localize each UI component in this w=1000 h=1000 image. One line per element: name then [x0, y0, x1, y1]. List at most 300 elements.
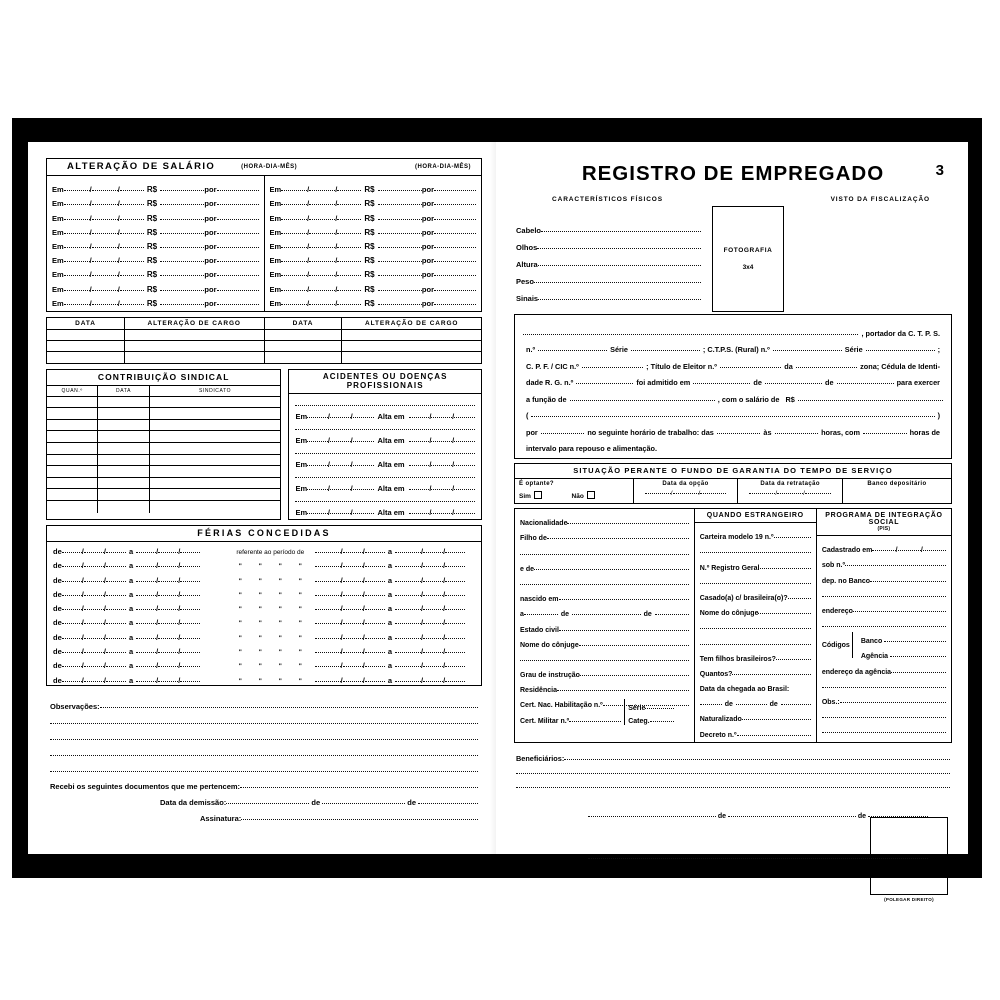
physical-trait-input-4[interactable]: [538, 299, 701, 300]
pis-obs-input[interactable]: [840, 702, 946, 703]
cell-sindicato[interactable]: [150, 420, 281, 431]
salary-month-input[interactable]: [92, 204, 118, 205]
cell-quantidade[interactable]: [47, 443, 98, 454]
salary-value-input[interactable]: [378, 190, 422, 191]
cell-quantidade[interactable]: [47, 420, 98, 431]
salary-reason-input[interactable]: [217, 233, 259, 234]
signature-month-input[interactable]: [728, 816, 856, 817]
admission-input[interactable]: [837, 383, 894, 384]
salary-year-input[interactable]: [337, 261, 361, 262]
nationality-input[interactable]: [557, 690, 689, 691]
foreigner-input[interactable]: [737, 735, 811, 736]
vac-from-year[interactable]: [106, 681, 126, 682]
vac-to-day[interactable]: [136, 552, 156, 553]
vacref-from-day[interactable]: [315, 566, 341, 567]
foreigner-input[interactable]: [700, 628, 811, 629]
pis-input[interactable]: [853, 611, 946, 612]
salary-reason-input[interactable]: [217, 290, 259, 291]
vac-to-day[interactable]: [136, 595, 156, 596]
cell-quantidade[interactable]: [47, 397, 98, 408]
vac-from-month[interactable]: [84, 623, 104, 624]
cell-data[interactable]: [265, 341, 343, 351]
nationality-input[interactable]: [559, 599, 689, 600]
salary-year-input[interactable]: [337, 247, 361, 248]
vacref-from-year[interactable]: [365, 652, 385, 653]
salary-month-input[interactable]: [309, 219, 335, 220]
salary-month-input[interactable]: [309, 275, 335, 276]
vacref-from-year[interactable]: [365, 609, 385, 610]
discharge-year-input[interactable]: [454, 489, 475, 490]
salary-year-input[interactable]: [120, 275, 144, 276]
salary-day-input[interactable]: [64, 304, 90, 305]
vac-from-month[interactable]: [84, 681, 104, 682]
vac-from-day[interactable]: [62, 638, 82, 639]
cell-sindicato[interactable]: [150, 501, 281, 513]
physical-trait-input-1[interactable]: [537, 248, 701, 249]
accident-year-input[interactable]: [353, 441, 374, 442]
pis-input[interactable]: [822, 687, 946, 688]
salary-month-input[interactable]: [92, 290, 118, 291]
beneficiaries-input[interactable]: [516, 787, 950, 788]
vacref-from-month[interactable]: [343, 609, 363, 610]
salary-month-input[interactable]: [92, 261, 118, 262]
salary-month-input[interactable]: [92, 190, 118, 191]
vac-to-year[interactable]: [180, 681, 200, 682]
vacref-to-month[interactable]: [423, 552, 443, 553]
pis-agencia-input[interactable]: [890, 656, 946, 657]
fgts-data-opcao-input[interactable]: / /: [638, 490, 734, 497]
salary-month-input[interactable]: [92, 219, 118, 220]
salary-reason-input[interactable]: [434, 304, 476, 305]
cell-data[interactable]: [98, 443, 149, 454]
admission-input[interactable]: [863, 433, 907, 434]
accident-month-input[interactable]: [330, 489, 351, 490]
pis-input[interactable]: [822, 717, 946, 718]
vac-to-month[interactable]: [158, 652, 178, 653]
salary-reason-input[interactable]: [434, 219, 476, 220]
cell-alteracao-cargo[interactable]: [125, 330, 264, 340]
admission-input[interactable]: [531, 416, 934, 417]
vac-from-day[interactable]: [62, 595, 82, 596]
foreigner-input[interactable]: [742, 719, 811, 720]
dismissal-month-input[interactable]: [322, 803, 405, 804]
accident-month-input[interactable]: [330, 417, 351, 418]
nationality-input[interactable]: [567, 523, 688, 524]
vac-from-day[interactable]: [62, 609, 82, 610]
vacref-from-year[interactable]: [365, 595, 385, 596]
vacref-to-day[interactable]: [395, 652, 421, 653]
cell-alteracao-cargo[interactable]: [342, 352, 481, 363]
salary-value-input[interactable]: [160, 233, 204, 234]
salary-day-input[interactable]: [64, 190, 90, 191]
vac-to-year[interactable]: [180, 652, 200, 653]
nationality-input[interactable]: [534, 569, 689, 570]
accident-year-input[interactable]: [353, 465, 374, 466]
cell-quantidade[interactable]: [47, 478, 98, 489]
salary-value-input[interactable]: [378, 233, 422, 234]
vac-to-day[interactable]: [136, 609, 156, 610]
vac-to-month[interactable]: [158, 681, 178, 682]
vac-to-month[interactable]: [158, 566, 178, 567]
salary-year-input[interactable]: [120, 247, 144, 248]
vac-from-month[interactable]: [84, 666, 104, 667]
vacref-from-month[interactable]: [343, 638, 363, 639]
salary-month-input[interactable]: [92, 304, 118, 305]
cell-data[interactable]: [98, 501, 149, 513]
salary-year-input[interactable]: [120, 261, 144, 262]
vac-from-year[interactable]: [106, 581, 126, 582]
table-row[interactable]: [47, 466, 280, 478]
vac-to-month[interactable]: [158, 666, 178, 667]
cell-sindicato[interactable]: [150, 431, 281, 442]
vac-from-day[interactable]: [62, 623, 82, 624]
cell-sindicato[interactable]: [150, 397, 281, 408]
admission-input[interactable]: [523, 334, 858, 335]
table-row[interactable]: [265, 330, 482, 341]
physical-trait-input-2[interactable]: [538, 265, 701, 266]
vacref-to-month[interactable]: [423, 609, 443, 610]
admission-input[interactable]: [773, 350, 842, 351]
pis-input[interactable]: [822, 596, 946, 597]
vac-from-year[interactable]: [106, 609, 126, 610]
vacref-to-month[interactable]: [423, 638, 443, 639]
vacref-from-year[interactable]: [365, 552, 385, 553]
vac-to-year[interactable]: [180, 595, 200, 596]
foreigner-input[interactable]: [732, 674, 810, 675]
pis-endereco-agencia-input[interactable]: [891, 672, 946, 673]
vacref-from-month[interactable]: [343, 681, 363, 682]
cell-sindicato[interactable]: [150, 478, 281, 489]
salary-value-input[interactable]: [378, 247, 422, 248]
vacref-to-day[interactable]: [395, 609, 421, 610]
cell-data[interactable]: [98, 431, 149, 442]
cell-sindicato[interactable]: [150, 489, 281, 500]
vac-from-day[interactable]: [62, 581, 82, 582]
vac-to-year[interactable]: [180, 638, 200, 639]
salary-day-input[interactable]: [281, 190, 307, 191]
pis-input[interactable]: [822, 626, 946, 627]
accident-year-input[interactable]: [353, 417, 374, 418]
salary-year-input[interactable]: [337, 190, 361, 191]
vacref-to-year[interactable]: [445, 666, 465, 667]
cell-sindicato[interactable]: [150, 408, 281, 419]
table-row[interactable]: [47, 397, 280, 409]
signature-input[interactable]: [241, 819, 478, 820]
physical-trait-input-3[interactable]: [534, 282, 701, 283]
vacref-from-year[interactable]: [365, 581, 385, 582]
salary-year-input[interactable]: [337, 290, 361, 291]
vacref-to-year[interactable]: [445, 652, 465, 653]
vac-to-month[interactable]: [158, 638, 178, 639]
dismissal-day-input[interactable]: [226, 803, 309, 804]
discharge-day-input[interactable]: [409, 513, 430, 514]
accident-day-input[interactable]: [307, 441, 328, 442]
vac-to-year[interactable]: [180, 666, 200, 667]
salary-year-input[interactable]: [337, 275, 361, 276]
nationality-input[interactable]: [559, 630, 689, 631]
salary-reason-input[interactable]: [217, 190, 259, 191]
vac-from-month[interactable]: [84, 638, 104, 639]
pis-year-input[interactable]: [923, 550, 946, 551]
cell-alteracao-cargo[interactable]: [125, 341, 264, 351]
vac-to-year[interactable]: [180, 566, 200, 567]
salary-value-input[interactable]: [160, 247, 204, 248]
table-row[interactable]: [265, 341, 482, 352]
vacref-from-day[interactable]: [315, 652, 341, 653]
cell-quantidade[interactable]: [47, 489, 98, 500]
vacref-to-day[interactable]: [395, 566, 421, 567]
cell-data[interactable]: [98, 489, 149, 500]
thumbprint-box[interactable]: [870, 817, 948, 895]
vacref-from-month[interactable]: [343, 566, 363, 567]
vacref-to-year[interactable]: [445, 609, 465, 610]
salary-value-input[interactable]: [160, 190, 204, 191]
vac-from-day[interactable]: [62, 552, 82, 553]
salary-month-input[interactable]: [309, 247, 335, 248]
salary-value-input[interactable]: [160, 219, 204, 220]
pis-input[interactable]: [870, 581, 946, 582]
vacref-to-day[interactable]: [395, 623, 421, 624]
salary-month-input[interactable]: [309, 233, 335, 234]
salary-month-input[interactable]: [309, 204, 335, 205]
vacref-to-year[interactable]: [445, 681, 465, 682]
admission-input[interactable]: [582, 367, 643, 368]
salary-year-input[interactable]: [337, 304, 361, 305]
cell-data[interactable]: [265, 330, 343, 340]
vacref-to-month[interactable]: [423, 652, 443, 653]
dismissal-year-input[interactable]: [418, 803, 478, 804]
table-row[interactable]: [47, 341, 264, 352]
vacref-from-month[interactable]: [343, 623, 363, 624]
cell-alteracao-cargo[interactable]: [342, 330, 481, 340]
salary-value-input[interactable]: [378, 261, 422, 262]
vac-from-year[interactable]: [106, 566, 126, 567]
cell-data[interactable]: [98, 455, 149, 466]
accident-month-input[interactable]: [330, 513, 351, 514]
vacref-to-day[interactable]: [395, 638, 421, 639]
vacref-from-month[interactable]: [343, 666, 363, 667]
vacref-from-year[interactable]: [365, 623, 385, 624]
arrival-day-input[interactable]: [700, 704, 722, 705]
observations-input[interactable]: [100, 707, 478, 708]
admission-input[interactable]: [796, 367, 857, 368]
vacref-to-day[interactable]: [395, 581, 421, 582]
vac-to-month[interactable]: [158, 623, 178, 624]
vac-to-month[interactable]: [158, 595, 178, 596]
table-row[interactable]: [47, 478, 280, 490]
fgts-sim-checkbox[interactable]: [534, 491, 542, 499]
admission-input[interactable]: [570, 400, 715, 401]
table-row[interactable]: [47, 420, 280, 432]
vacref-from-month[interactable]: [343, 595, 363, 596]
cell-data[interactable]: [98, 466, 149, 477]
vac-to-day[interactable]: [136, 623, 156, 624]
salary-month-input[interactable]: [309, 290, 335, 291]
salary-reason-input[interactable]: [434, 204, 476, 205]
salary-year-input[interactable]: [120, 219, 144, 220]
accident-month-input[interactable]: [330, 465, 351, 466]
table-row[interactable]: [47, 352, 264, 363]
vacref-to-day[interactable]: [395, 666, 421, 667]
salary-value-input[interactable]: [160, 204, 204, 205]
vac-to-day[interactable]: [136, 566, 156, 567]
salary-month-input[interactable]: [309, 304, 335, 305]
pis-input[interactable]: [845, 565, 946, 566]
nationality-input[interactable]: [580, 675, 689, 676]
salary-reason-input[interactable]: [217, 204, 259, 205]
signature-city-input[interactable]: [588, 816, 716, 817]
salary-value-input[interactable]: [378, 204, 422, 205]
salary-day-input[interactable]: [64, 219, 90, 220]
admission-input[interactable]: [717, 433, 761, 434]
vacref-to-month[interactable]: [423, 581, 443, 582]
table-row[interactable]: [47, 455, 280, 467]
nationality-input[interactable]: [655, 614, 689, 615]
vacref-from-day[interactable]: [315, 638, 341, 639]
accident-day-input[interactable]: [307, 513, 328, 514]
salary-day-input[interactable]: [64, 233, 90, 234]
admission-input[interactable]: [538, 350, 607, 351]
salary-year-input[interactable]: [337, 219, 361, 220]
vacref-to-year[interactable]: [445, 623, 465, 624]
cell-alteracao-cargo[interactable]: [125, 352, 264, 363]
vac-from-month[interactable]: [84, 581, 104, 582]
salary-reason-input[interactable]: [434, 290, 476, 291]
vacref-to-year[interactable]: [445, 581, 465, 582]
salary-value-input[interactable]: [160, 261, 204, 262]
salary-value-input[interactable]: [160, 290, 204, 291]
vac-from-month[interactable]: [84, 566, 104, 567]
salary-day-input[interactable]: [281, 290, 307, 291]
cell-data[interactable]: [98, 408, 149, 419]
vacref-from-day[interactable]: [315, 623, 341, 624]
fgts-data-retratacao-input[interactable]: / /: [742, 490, 838, 497]
observations-input[interactable]: [50, 739, 478, 740]
foreigner-input[interactable]: [760, 568, 811, 569]
vacref-from-day[interactable]: [315, 609, 341, 610]
admission-input[interactable]: [765, 383, 822, 384]
salary-year-input[interactable]: [120, 190, 144, 191]
vac-to-year[interactable]: [180, 581, 200, 582]
accident-year-input[interactable]: [353, 513, 374, 514]
salary-reason-input[interactable]: [434, 190, 476, 191]
cell-quantidade[interactable]: [47, 408, 98, 419]
discharge-year-input[interactable]: [454, 513, 475, 514]
received-docs-input[interactable]: [240, 787, 478, 788]
vacref-from-day[interactable]: [315, 595, 341, 596]
accident-day-input[interactable]: [307, 465, 328, 466]
accident-month-input[interactable]: [330, 441, 351, 442]
vac-to-year[interactable]: [180, 552, 200, 553]
fgts-nao-checkbox[interactable]: [587, 491, 595, 499]
cell-data[interactable]: [47, 330, 125, 340]
foreigner-input[interactable]: [774, 537, 811, 538]
vac-to-year[interactable]: [180, 609, 200, 610]
pis-input[interactable]: [822, 732, 946, 733]
vacref-to-month[interactable]: [423, 681, 443, 682]
salary-value-input[interactable]: [378, 304, 422, 305]
vac-to-day[interactable]: [136, 666, 156, 667]
cell-data[interactable]: [265, 352, 343, 363]
observations-input[interactable]: [50, 723, 478, 724]
vacref-to-year[interactable]: [445, 638, 465, 639]
foreigner-input[interactable]: [700, 552, 811, 553]
cell-sindicato[interactable]: [150, 443, 281, 454]
discharge-month-input[interactable]: [431, 441, 452, 442]
cell-data[interactable]: [98, 420, 149, 431]
cell-sindicato[interactable]: [150, 455, 281, 466]
salary-day-input[interactable]: [281, 204, 307, 205]
cell-quantidade[interactable]: [47, 455, 98, 466]
physical-trait-input-0[interactable]: [541, 231, 701, 232]
admission-input[interactable]: [866, 350, 935, 351]
beneficiaries-input[interactable]: [564, 759, 950, 760]
cell-quantidade[interactable]: [47, 501, 98, 513]
admission-input[interactable]: [775, 433, 819, 434]
vacref-from-month[interactable]: [343, 652, 363, 653]
vacref-to-month[interactable]: [423, 666, 443, 667]
vac-from-day[interactable]: [62, 681, 82, 682]
nationality-input[interactable]: [524, 614, 558, 615]
vacref-to-day[interactable]: [395, 552, 421, 553]
vac-to-month[interactable]: [158, 581, 178, 582]
nationality-input[interactable]: [572, 614, 641, 615]
salary-value-input[interactable]: [378, 290, 422, 291]
vacref-from-year[interactable]: [365, 681, 385, 682]
foreigner-input[interactable]: [700, 583, 811, 584]
discharge-year-input[interactable]: [454, 465, 475, 466]
salary-reason-input[interactable]: [434, 261, 476, 262]
foreigner-input[interactable]: [776, 659, 811, 660]
vac-from-year[interactable]: [106, 623, 126, 624]
cell-data[interactable]: [98, 397, 149, 408]
vacref-to-month[interactable]: [423, 566, 443, 567]
vacref-from-month[interactable]: [343, 581, 363, 582]
vac-from-month[interactable]: [84, 595, 104, 596]
foreigner-input[interactable]: [758, 613, 810, 614]
salary-month-input[interactable]: [92, 233, 118, 234]
salary-day-input[interactable]: [281, 247, 307, 248]
salary-year-input[interactable]: [120, 204, 144, 205]
salary-day-input[interactable]: [281, 275, 307, 276]
accident-note-input[interactable]: [295, 421, 475, 430]
vac-to-month[interactable]: [158, 609, 178, 610]
pis-day-input[interactable]: [872, 550, 895, 551]
admission-input[interactable]: [631, 350, 700, 351]
table-row[interactable]: [47, 431, 280, 443]
cell-data[interactable]: [47, 352, 125, 363]
salary-day-input[interactable]: [64, 204, 90, 205]
salary-month-input[interactable]: [309, 190, 335, 191]
vac-to-day[interactable]: [136, 581, 156, 582]
salary-year-input[interactable]: [120, 233, 144, 234]
vacref-from-day[interactable]: [315, 681, 341, 682]
salary-day-input[interactable]: [64, 261, 90, 262]
cell-alteracao-cargo[interactable]: [342, 341, 481, 351]
table-row[interactable]: [47, 330, 264, 341]
discharge-day-input[interactable]: [409, 417, 430, 418]
admission-input[interactable]: [576, 383, 633, 384]
nationality-input[interactable]: [520, 554, 689, 555]
arrival-month-input[interactable]: [736, 704, 767, 705]
salary-reason-input[interactable]: [217, 275, 259, 276]
admission-input[interactable]: [720, 367, 781, 368]
salary-reason-input[interactable]: [217, 219, 259, 220]
accident-day-input[interactable]: [307, 489, 328, 490]
vac-from-year[interactable]: [106, 666, 126, 667]
vac-from-month[interactable]: [84, 609, 104, 610]
discharge-month-input[interactable]: [431, 417, 452, 418]
